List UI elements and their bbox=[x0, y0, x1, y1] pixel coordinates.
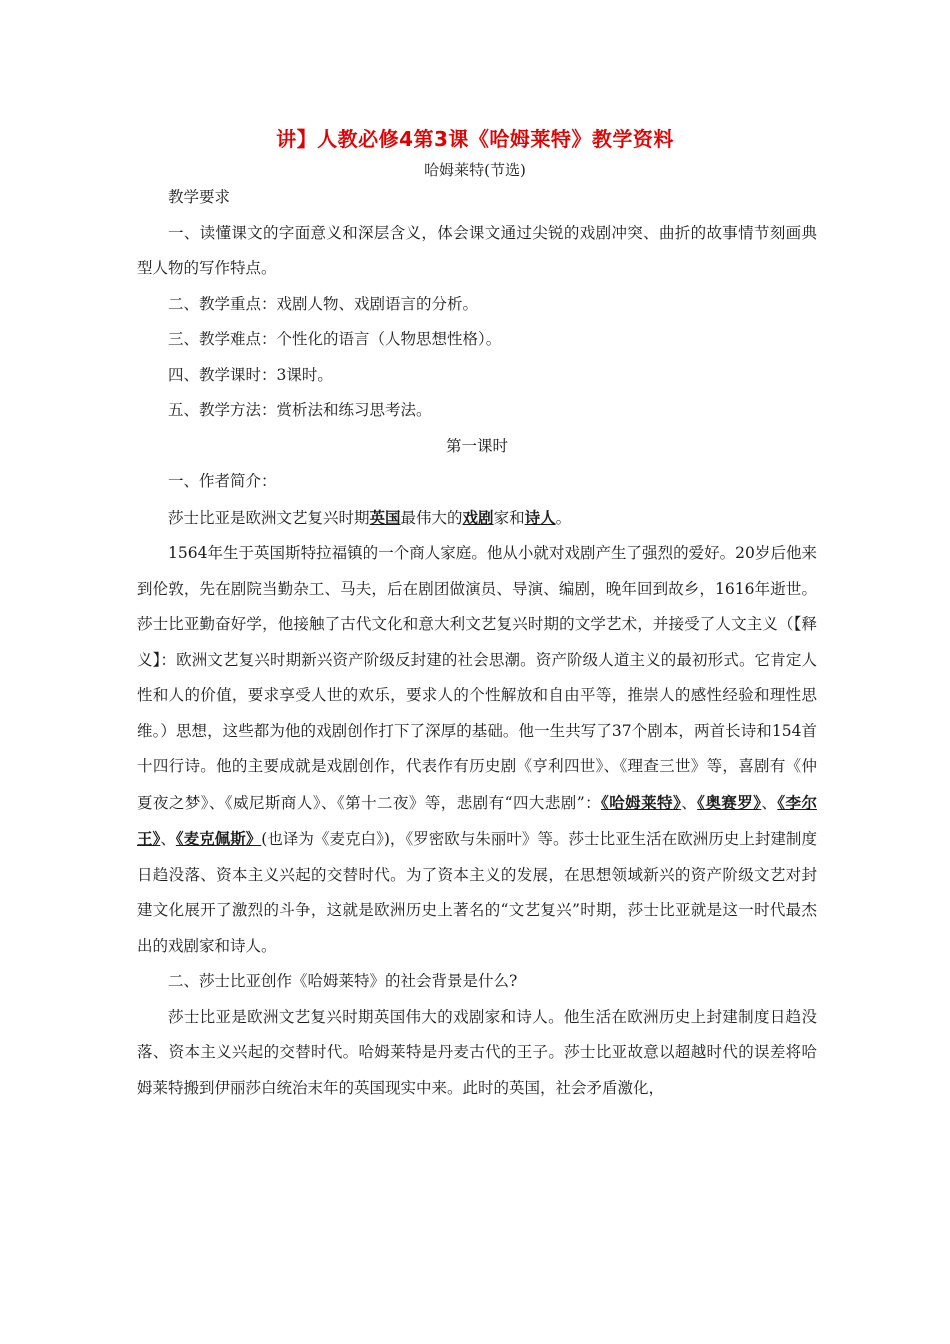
bio-sep-2: 、 bbox=[761, 793, 778, 812]
intro-text-1: 莎士比亚是欧洲文艺复兴时期 bbox=[168, 508, 370, 527]
background-text: 莎士比亚是欧洲文艺复兴时期英国伟大的戏剧家和诗人。他生活在欧洲历史上封建制度日趋没落、资本主义兴起的交替时代。哈姆莱特是丹麦古代的王子。莎士比亚故意以超越时代的误差将哈姆莱特搬到伊丽莎白统治末年的英国现实中来。此时的英国，社会矛盾激化， bbox=[137, 1007, 817, 1097]
intro-text-2: 最伟大的 bbox=[400, 508, 463, 527]
requirements-heading: 教学要求 bbox=[168, 188, 231, 206]
background-heading: 二、莎士比亚创作《哈姆莱特》的社会背景是什么? bbox=[168, 972, 518, 990]
bio-text-2: (也译为《麦克白》)，《罗密欧与朱丽叶》等。莎士比亚生活在欧洲历史上封建制度日趋没落、资本主义兴起的交替时代。为了资本主义的发展，在思想领域新兴的资产阶级文艺对封建文化展开了激烈的斗争，这就是欧洲历史上著名的“文艺复兴”时期，莎士比亚就是这一时代最杰出的戏剧家和诗人。 bbox=[137, 830, 817, 955]
bio-link-macbeth: 《麦克佩斯》 bbox=[175, 829, 262, 848]
intro-text-3: 家和 bbox=[493, 508, 525, 527]
author-bio bbox=[137, 536, 817, 964]
bio-link-lear: 《李尔王》 bbox=[137, 792, 817, 848]
requirement-item-1: 一、读懂课文的字面意义和深层含义，体会课文通过尖锐的戏剧冲突、曲折的故事情节刻画典型人物的写作特点。 bbox=[137, 223, 817, 277]
requirement-item-4: 四、教学课时：3课时。 bbox=[168, 365, 333, 384]
requirement-item-3: 三、教学难点：个性化的语言（人物思想性格）。 bbox=[168, 330, 502, 348]
author-heading: 一、作者简介： bbox=[168, 472, 277, 490]
intro-text-4: 。 bbox=[555, 508, 572, 527]
bio-link-othello: 《奥赛罗》 bbox=[697, 792, 762, 812]
bio-text-1: 1564年生于英国斯特拉福镇的一个商人家庭。他从小就对戏剧产生了强烈的爱好。20岁后他来到伦敦，先在剧院当勤杂工、马夫，后在剧团做演员、导演、编剧，晚年回到故乡，1616年逝世。莎士比亚勤奋好学，他接触了古代文化和意大利文艺复兴时期的文学艺术，并接受了人文主义（【释义】：欧洲文艺复兴时期新兴资产阶级反封建的社会思潮。资产阶级人道主义的最初形式。它肯定人性和人的价值，要求享受人世的欢乐，要求人的个性解放和自由平等，推崇人的感性经验和理性思维。）思想，这些都为他的戏剧创作打下了深厚的基础。他一生共写了37个剧本，两首长诗和154首十四行诗。他的主要成就是戏剧创作，代表作有历史剧《亨利四世》、《理查三世》等，喜剧有《仲夏夜之梦》、《威尼斯商人》、《第十二夜》等，悲剧有“四大悲剧”： bbox=[137, 544, 817, 812]
intro-link-drama: 戏剧 bbox=[462, 507, 494, 527]
bio-sep-1: 、 bbox=[681, 793, 698, 812]
intro-link-england: 英国 bbox=[369, 507, 401, 527]
bio-sep-3: 、 bbox=[160, 830, 176, 848]
author-intro bbox=[137, 500, 817, 537]
document-title: 讲】人教必修4第3课《哈姆莱特》教学资料 bbox=[276, 127, 674, 151]
document-body bbox=[137, 180, 817, 1106]
document-subtitle: 哈姆莱特(节选) bbox=[424, 161, 526, 179]
lesson-heading: 第一课时 bbox=[445, 436, 508, 455]
requirement-item-5: 五、教学方法：赏析法和练习思考法。 bbox=[168, 401, 432, 419]
intro-link-poet: 诗人 bbox=[524, 507, 556, 527]
requirement-item-2: 二、教学重点：戏剧人物、戏剧语言的分析。 bbox=[168, 294, 479, 313]
bio-link-hamlet: 《哈姆莱特》 bbox=[601, 792, 682, 812]
